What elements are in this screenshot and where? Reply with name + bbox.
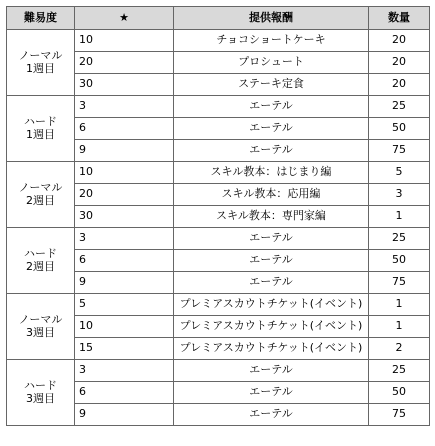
- star-cell: 3: [75, 96, 174, 118]
- star-cell: 10: [75, 30, 174, 52]
- reward-cell: エーテル: [174, 360, 369, 382]
- star-cell: 20: [75, 184, 174, 206]
- quantity-cell: 25: [369, 96, 430, 118]
- quantity-cell: 25: [369, 228, 430, 250]
- reward-cell: エーテル: [174, 250, 369, 272]
- table-row: [7, 228, 430, 250]
- quantity-cell: 1: [369, 206, 430, 228]
- difficulty-cell: ハード 2週目: [7, 228, 75, 294]
- table-row: [7, 96, 430, 118]
- star-cell: 20: [75, 52, 174, 74]
- quantity-cell: 75: [369, 404, 430, 426]
- star-cell: 3: [75, 360, 174, 382]
- reward-cell: プロシュート: [174, 52, 369, 74]
- star-cell: 6: [75, 118, 174, 140]
- header-star: ★: [75, 7, 174, 30]
- difficulty-cell: ハード 1週目: [7, 96, 75, 162]
- table-row: [7, 294, 430, 316]
- star-cell: 9: [75, 272, 174, 294]
- reward-cell: エーテル: [174, 272, 369, 294]
- difficulty-cell: ノーマル 3週目: [7, 294, 75, 360]
- reward-cell: プレミアスカウトチケット(イベント): [174, 338, 369, 360]
- star-cell: 3: [75, 228, 174, 250]
- reward-cell: エーテル: [174, 382, 369, 404]
- reward-cell: ステーキ定食: [174, 74, 369, 96]
- quantity-cell: 50: [369, 118, 430, 140]
- header-reward: 提供報酬: [174, 7, 369, 30]
- star-cell: 10: [75, 162, 174, 184]
- reward-cell: エーテル: [174, 228, 369, 250]
- star-cell: 30: [75, 206, 174, 228]
- quantity-cell: 1: [369, 316, 430, 338]
- quantity-cell: 3: [369, 184, 430, 206]
- reward-cell: スキル教本：専門家編: [174, 206, 369, 228]
- star-cell: 6: [75, 250, 174, 272]
- header-quantity: 数量: [369, 7, 430, 30]
- quantity-cell: 1: [369, 294, 430, 316]
- difficulty-cell: ハード 3週目: [7, 360, 75, 426]
- quantity-cell: 20: [369, 52, 430, 74]
- table-row: [7, 162, 430, 184]
- star-cell: 9: [75, 404, 174, 426]
- quantity-cell: 20: [369, 74, 430, 96]
- quantity-cell: 75: [369, 272, 430, 294]
- quantity-cell: 75: [369, 140, 430, 162]
- star-cell: 15: [75, 338, 174, 360]
- reward-cell: プレミアスカウトチケット(イベント): [174, 316, 369, 338]
- quantity-cell: 20: [369, 30, 430, 52]
- reward-cell: エーテル: [174, 140, 369, 162]
- reward-cell: スキル教本：応用編: [174, 184, 369, 206]
- quantity-cell: 50: [369, 250, 430, 272]
- quantity-cell: 5: [369, 162, 430, 184]
- star-cell: 10: [75, 316, 174, 338]
- table-row: [7, 30, 430, 52]
- reward-cell: チョコショートケーキ: [174, 30, 369, 52]
- reward-cell: エーテル: [174, 404, 369, 426]
- reward-cell: プレミアスカウトチケット(イベント): [174, 294, 369, 316]
- header-difficulty: 難易度: [7, 7, 75, 30]
- header-row: [7, 7, 430, 30]
- quantity-cell: 50: [369, 382, 430, 404]
- star-cell: 6: [75, 382, 174, 404]
- reward-cell: スキル教本：はじまり編: [174, 162, 369, 184]
- quantity-cell: 2: [369, 338, 430, 360]
- reward-table: [6, 6, 430, 426]
- quantity-cell: 25: [369, 360, 430, 382]
- star-cell: 5: [75, 294, 174, 316]
- difficulty-cell: ノーマル 1週目: [7, 30, 75, 96]
- reward-cell: エーテル: [174, 96, 369, 118]
- difficulty-cell: ノーマル 2週目: [7, 162, 75, 228]
- star-cell: 9: [75, 140, 174, 162]
- table-row: [7, 360, 430, 382]
- star-cell: 30: [75, 74, 174, 96]
- reward-cell: エーテル: [174, 118, 369, 140]
